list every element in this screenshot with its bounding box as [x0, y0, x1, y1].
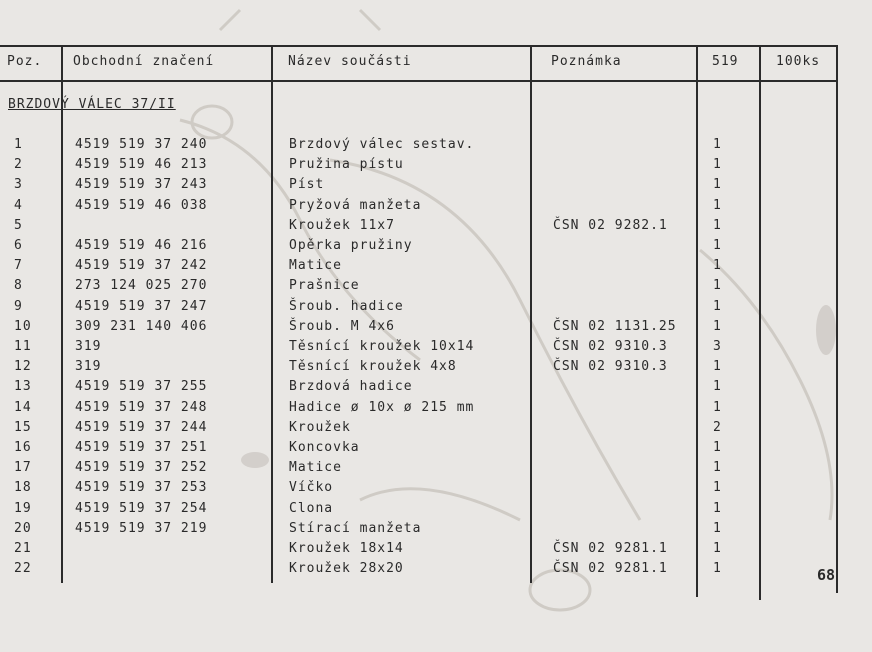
table-row: [0, 177, 872, 197]
row-part-name: Píst: [289, 177, 325, 193]
table-row: [0, 278, 872, 298]
row-part-code: 4519 519 46 038: [75, 197, 208, 213]
row-part-name: Kroužek: [289, 419, 351, 435]
row-quantity: 2: [713, 419, 722, 435]
table-row: [0, 258, 872, 278]
row-position: 22: [14, 561, 32, 577]
header-qty-519: 519: [712, 54, 739, 69]
row-part-name: Kroužek 11x7: [289, 217, 395, 233]
row-part-code: 4519 519 37 244: [75, 419, 208, 435]
row-part-name: Brzdový válec sestav.: [289, 137, 475, 152]
row-position: 14: [14, 399, 32, 415]
row-part-code: 4519 519 37 247: [75, 298, 208, 314]
table-row: [0, 480, 872, 500]
row-note: ČSN 02 9282.1: [553, 217, 668, 233]
table-row: [0, 460, 872, 480]
row-part-name: Opěrka pružiny: [289, 238, 413, 253]
table-row: [0, 339, 872, 359]
row-position: 21: [14, 541, 32, 556]
row-note: ČSN 02 9310.3: [553, 359, 668, 375]
row-part-code: 4519 519 46 213: [75, 157, 208, 173]
row-part-code: 4519 519 37 251: [75, 440, 208, 455]
table-row: [0, 218, 872, 238]
table-row: [0, 319, 872, 339]
row-part-name: Kroužek 28x20: [289, 561, 404, 577]
header-top-rule: [0, 45, 838, 47]
row-part-code: 4519 519 37 219: [75, 520, 208, 536]
row-part-code: 4519 519 37 243: [75, 177, 208, 193]
row-quantity: 1: [713, 318, 722, 334]
table-row: [0, 198, 872, 218]
row-quantity: 1: [713, 157, 722, 173]
row-part-name: Hadice ø 10x ø 215 mm: [289, 399, 475, 415]
table-row: [0, 299, 872, 319]
row-quantity: 3: [713, 339, 722, 354]
row-part-name: Stírací manžeta: [289, 520, 422, 536]
row-part-code: 273 124 025 270: [75, 278, 208, 294]
table-row: [0, 359, 872, 379]
row-note: ČSN 02 9310.3: [553, 339, 668, 354]
row-part-code: 319: [75, 339, 102, 354]
row-part-code: 319: [75, 359, 102, 375]
header-code: Obchodní značení: [73, 54, 215, 69]
row-position: 16: [14, 440, 32, 455]
page-number: 68: [817, 566, 836, 584]
header-name: Název součásti: [288, 54, 412, 69]
row-part-code: 4519 519 37 248: [75, 399, 208, 415]
row-part-name: Brzdová hadice: [289, 379, 413, 395]
row-quantity: 1: [713, 480, 722, 496]
row-position: 15: [14, 419, 32, 435]
table-row: [0, 400, 872, 420]
row-part-name: Šroub. M 4x6: [289, 318, 395, 334]
section-title: BRZDOVÝ VÁLEC 37/II: [8, 97, 176, 112]
row-part-code: 309 231 140 406: [75, 318, 208, 334]
row-position: 11: [14, 339, 32, 354]
header-note: Poznámka: [551, 54, 622, 69]
row-quantity: 1: [713, 359, 722, 375]
table-row: [0, 157, 872, 177]
table-row: [0, 440, 872, 460]
row-quantity: 1: [713, 379, 722, 395]
row-part-name: Těsnící kroužek 4x8: [289, 359, 457, 375]
row-part-name: Prašnice: [289, 278, 360, 294]
row-part-name: Matice: [289, 460, 342, 476]
row-position: 10: [14, 318, 32, 334]
row-part-name: Clona: [289, 500, 334, 516]
row-note: ČSN 02 9281.1: [553, 541, 668, 556]
row-position: 7: [14, 258, 23, 274]
row-quantity: 1: [713, 278, 722, 294]
row-part-name: Kroužek 18x14: [289, 541, 404, 556]
row-position: 19: [14, 500, 32, 516]
table-row: [0, 420, 872, 440]
header-poz: Poz.: [7, 54, 43, 69]
row-quantity: 1: [713, 541, 722, 556]
row-position: 12: [14, 359, 32, 375]
row-part-code: 4519 519 37 254: [75, 500, 208, 516]
row-position: 20: [14, 520, 32, 536]
row-position: 13: [14, 379, 32, 395]
row-note: ČSN 02 9281.1: [553, 561, 668, 577]
row-position: 6: [14, 238, 23, 253]
row-quantity: 1: [713, 258, 722, 274]
row-position: 1: [14, 137, 23, 152]
row-part-name: Koncovka: [289, 440, 360, 455]
row-quantity: 1: [713, 238, 722, 253]
row-position: 8: [14, 278, 23, 294]
row-quantity: 1: [713, 217, 722, 233]
row-quantity: 1: [713, 298, 722, 314]
row-position: 18: [14, 480, 32, 496]
table-row: [0, 561, 872, 581]
row-part-code: 4519 519 37 255: [75, 379, 208, 395]
table-row: [0, 379, 872, 399]
row-position: 3: [14, 177, 23, 193]
table-row: [0, 137, 872, 157]
row-part-name: Víčko: [289, 480, 334, 496]
row-quantity: 1: [713, 137, 722, 152]
row-quantity: 1: [713, 440, 722, 455]
row-part-code: 4519 519 37 240: [75, 137, 208, 152]
row-quantity: 1: [713, 520, 722, 536]
table-row: [0, 541, 872, 561]
row-position: 4: [14, 197, 23, 213]
row-part-code: 4519 519 37 252: [75, 460, 208, 476]
table-row: [0, 501, 872, 521]
row-quantity: 1: [713, 561, 722, 577]
row-part-name: Těsnící kroužek 10x14: [289, 339, 475, 354]
row-quantity: 1: [713, 177, 722, 193]
row-quantity: 1: [713, 197, 722, 213]
row-quantity: 1: [713, 500, 722, 516]
row-part-code: 4519 519 37 253: [75, 480, 208, 496]
header-bottom-rule: [0, 80, 838, 82]
row-quantity: 1: [713, 460, 722, 476]
table-row: [0, 238, 872, 258]
row-position: 17: [14, 460, 32, 476]
table-row: [0, 521, 872, 541]
row-part-name: Matice: [289, 258, 342, 274]
row-part-code: 4519 519 46 216: [75, 238, 208, 253]
row-part-name: Šroub. hadice: [289, 298, 404, 314]
header-qty-100: 100ks: [776, 54, 821, 69]
row-part-name: Pryžová manžeta: [289, 197, 422, 213]
row-note: ČSN 02 1131.25: [553, 318, 677, 334]
row-part-code: 4519 519 37 242: [75, 258, 208, 274]
row-position: 5: [14, 217, 23, 233]
row-quantity: 1: [713, 399, 722, 415]
row-position: 9: [14, 298, 23, 314]
row-position: 2: [14, 157, 23, 173]
row-part-name: Pružina pístu: [289, 157, 404, 173]
